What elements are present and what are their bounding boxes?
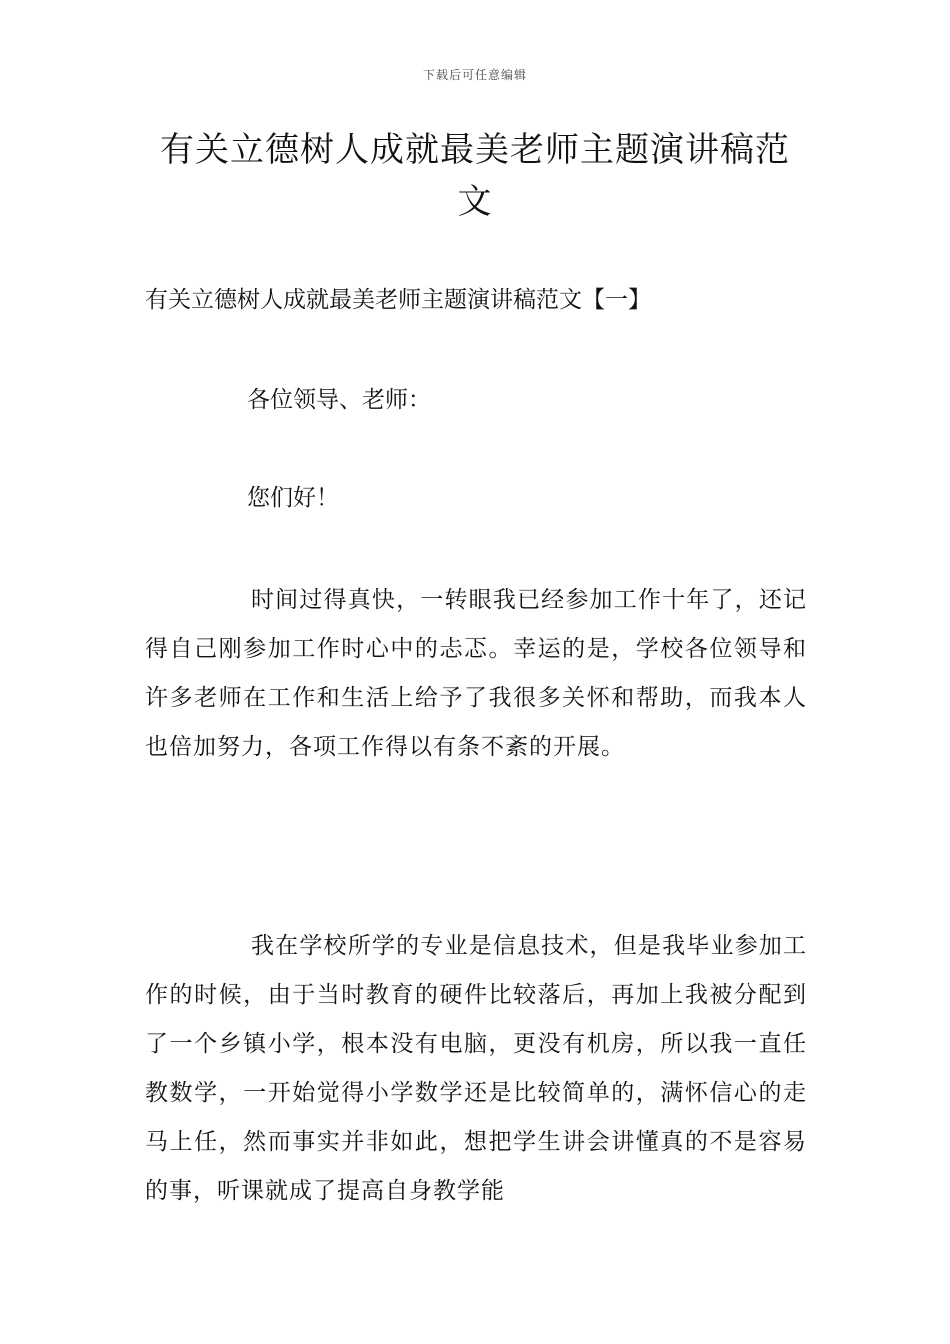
section-heading: 有关立德树人成就最美老师主题演讲稿范文【一】 bbox=[145, 287, 651, 313]
header-note: 下载后可任意编辑 bbox=[422, 68, 527, 82]
body-paragraph-1: 时间过得真快，一转眼我已经参加工作十年了，还记得自己刚参加工作时心中的忐忑。幸运的是，学校各位领导和许多老师在工作和生活上给予了我很多关怀和帮助，而我本人也倍加努力，各项工作得以有条不紊的开展。 bbox=[145, 587, 807, 760]
greeting-hello: 您们好！ bbox=[247, 485, 339, 511]
document-title: 有关立德树人成就最美老师主题演讲稿范文 bbox=[160, 130, 790, 222]
body-paragraph-2: 我在学校所学的专业是信息技术，但是我毕业参加工作的时候，由于当时教育的硬件比较落后，再加上我被分配到了一个乡镇小学，根本没有电脑，更没有机房，所以我一直任教数学，一开始觉得小学数学还是比较简单的，满怀信心的走马上任，然而事实并非如此，想把学生讲会讲懂真的不是容易的事，听课就成了提高自身教学能 bbox=[145, 933, 807, 1204]
greeting-salutation: 各位领导、老师： bbox=[247, 387, 431, 413]
